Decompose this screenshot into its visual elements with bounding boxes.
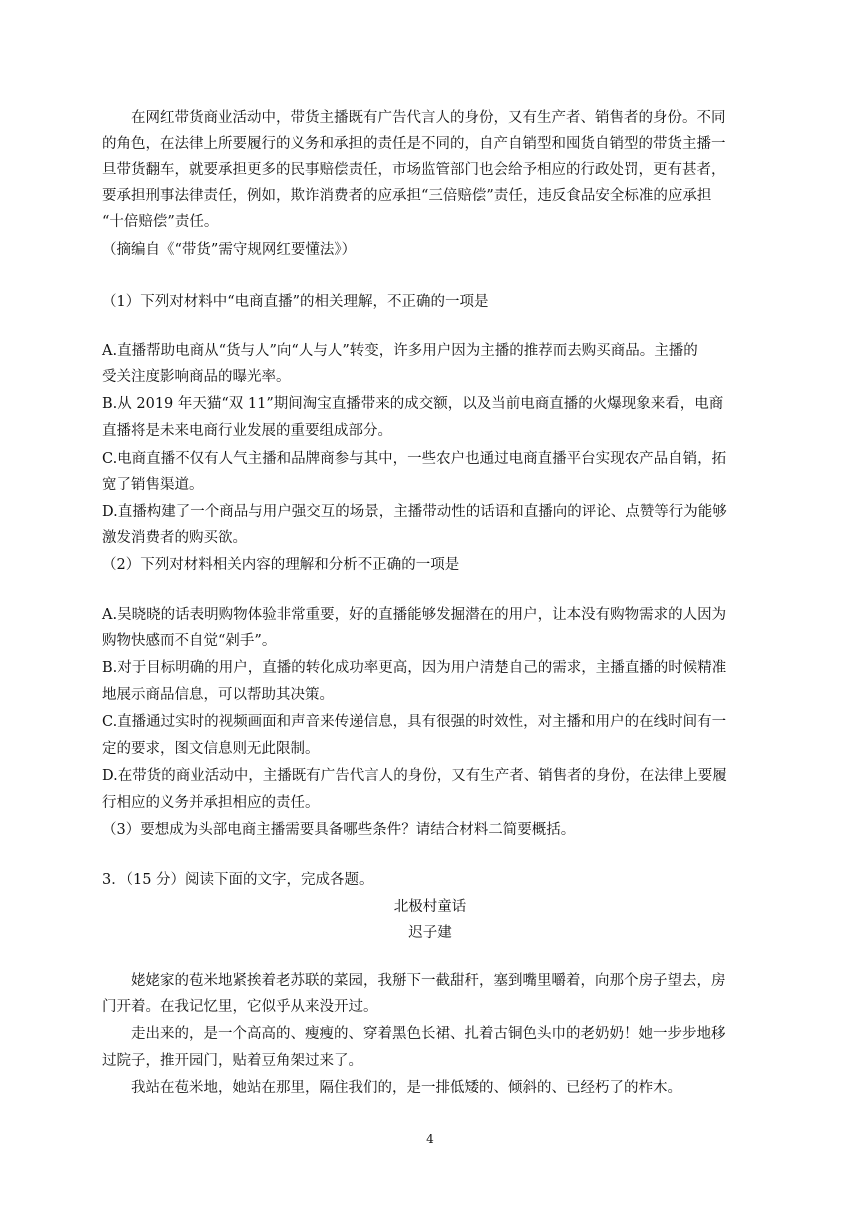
question-3: （3）要想成为头部电商主播需要具备哪些条件？请结合材料二简要概括。 bbox=[102, 822, 576, 838]
source-citation: （摘编自《“带货”需守规网红要懂法》） bbox=[102, 242, 357, 258]
text-line: 我站在苞米地，她站在那里，隔住我们的，是一排低矮的、倾斜的、已经朽了的柞木。 bbox=[131, 1080, 682, 1096]
text-line: “十倍赔偿”责任。 bbox=[102, 214, 219, 230]
page-number: 4 bbox=[426, 1132, 434, 1146]
text-line: 受关注度影响商品的曝光率。 bbox=[102, 369, 291, 385]
story-title: 北极村童话 bbox=[393, 899, 467, 915]
text-line: 定的要求，图文信息则无此限制。 bbox=[102, 741, 320, 757]
text-line: 门开着。在我记忆里，它似乎从来没开过。 bbox=[102, 999, 378, 1015]
text-line: 旦带货翻车，就要承担更多的民事赔偿责任，市场监管部门也会给予相应的行政处罚，更有甚者， bbox=[102, 162, 726, 178]
option-1c: C.电商直播不仅有人气主播和品牌商参与其中，一些农户也通过电商直播平台实现农产品自销，拓 bbox=[102, 451, 727, 467]
option-2b: B.对于目标明确的用户，直播的转化成功率更高，因为用户清楚自己的需求，主播直播的时候精准 bbox=[102, 660, 727, 676]
section-3-heading: 3．（15 分）阅读下面的文字，完成各题。 bbox=[102, 872, 374, 888]
text-line: 激发消费者的购买欲。 bbox=[102, 530, 247, 546]
text-line: 要承担刑事法律责任，例如，欺诈消费者的应承担“三倍赔偿”责任，违反食品安全标准的应承担 bbox=[102, 188, 712, 204]
text-line: 的角色，在法律上所要履行的义务和承担的责任是不同的，自产自销型和囤货自销型的带货主播一 bbox=[102, 136, 726, 152]
option-2c: C.直播通过实时的视频画面和声音来传递信息，具有很强的时效性，对主播和用户的在线时间有一 bbox=[102, 714, 727, 730]
question-2: （2）下列对材料相关内容的理解和分析不正确的一项是 bbox=[102, 557, 460, 573]
option-2a: A.吴晓晓的话表明购物体验非常重要，好的直播能够发掘潜在的用户，让本没有购物需求的人因为 bbox=[102, 607, 727, 623]
option-2d: D.在带货的商业活动中，主播既有广告代言人的身份，又有生产者、销售者的身份，在法律上要履 bbox=[102, 768, 727, 784]
text-line: 姥姥家的苞米地紧挨着老苏联的菜园，我掰下一截甜秆，塞到嘴里嚼着，向那个房子望去，房 bbox=[131, 973, 726, 989]
text-line: 购物快感而不自觉“剁手”。 bbox=[102, 633, 277, 649]
text-line: 行相应的义务并承担相应的责任。 bbox=[102, 795, 320, 811]
text-line: 走出来的，是一个高高的、瘦瘦的、穿着黑色长裙、扎着古铜色头巾的老奶奶！她一步步地移 bbox=[131, 1026, 726, 1042]
text-line: 直播将是未来电商行业发展的重要组成部分。 bbox=[102, 423, 392, 439]
option-1a: A.直播帮助电商从“货与人”向“人与人”转变，许多用户因为主播的推荐而去购买商品。主播的 bbox=[102, 343, 698, 359]
text-line: 宽了销售渠道。 bbox=[102, 477, 204, 493]
text-line: 在网红带货商业活动中，带货主播既有广告代言人的身份，又有生产者、销售者的身份。不同 bbox=[131, 110, 726, 126]
question-1: （1）下列对材料中“电商直播”的相关理解，不正确的一项是 bbox=[102, 294, 489, 310]
text-line: 地展示商品信息，可以帮助其决策。 bbox=[102, 687, 334, 703]
text-line: 过院子，推开园门，贴着豆角架过来了。 bbox=[102, 1053, 363, 1069]
story-author: 迟子建 bbox=[408, 925, 452, 941]
option-1b: B.从 2019 年天猫“双 11”期间淘宝直播带来的成交额，以及当前电商直播的火爆现象来看，电商 bbox=[102, 396, 724, 412]
option-1d: D.直播构建了一个商品与用户强交互的场景，主播带动性的话语和直播向的评论、点赞等行为能够 bbox=[102, 504, 727, 520]
